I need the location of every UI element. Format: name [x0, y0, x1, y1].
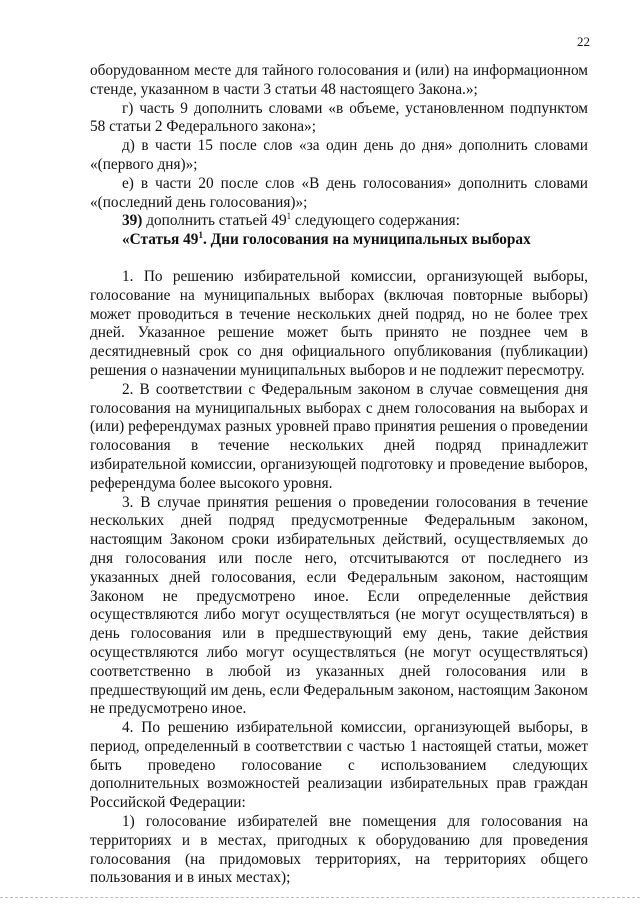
paragraph-item-g: г) часть 9 дополнить словами «в объеме, установленном подпунктом 58 статьи 2 Федерального закона»;	[90, 99, 588, 136]
item-39-superscript: 1	[286, 211, 292, 222]
paragraph-item-d: д) в части 15 после слов «за один день до дня» дополнить словами «(первого дня)»;	[90, 137, 588, 173]
page-number: 22	[577, 34, 590, 49]
page-bottom-edge	[0, 897, 640, 898]
paragraph-part-4: 4. По решению избирательной комиссии, организующей выборы, в период, определенный в соответствии с частью 1 настоящей статьи, может быть проведено голосование с использованием следующих дополнительных возможностей реализации избирательных прав граждан Российской Федерации:	[90, 719, 588, 812]
paragraph-part-3: 3. В случае принятия решения о проведении голосования в течение нескольких дней подряд предусмотренные Федеральным законом, настоящим Законом сроки избирательных действий, осуществляемых до дня голосования или после него, отсчитываются от последнего из указанных дней голосования, если Федеральным законом, настоящим Законом не предусмотрено иное. Если определенные действия осуществляются либо могут осуществляться (не могут осуществляться) в день голосования или в предшествующий ему день, такие действия осуществляются либо могут осуществляться (не могут осуществляться) соответственно в любой из указанных дней голосования или в предшествующий им день, если Федеральным законом, настоящим Законом не предусмотрено иное.	[90, 493, 588, 718]
item-39-text-b: следующего содержания:	[291, 212, 460, 230]
heading-superscript: 1	[198, 230, 203, 241]
paragraph-part-1: 1. По решению избирательной комиссии, организующей выборы, голосование на муниципальных выборах (включая повторные выборы) может проводиться в течение нескольких дней подряд, но не более трех дней. Указанное решение может быть принято не позднее чем в десятидневный срок со дня официального опубликования (публикации) решения о назначении муниципальных выборов и не подлежит пересмотру.	[90, 267, 588, 379]
paragraph-item-e: е) в части 20 после слов «В день голосования» дополнить словами «(последний день голосования)»;	[90, 174, 588, 211]
paragraph-continuation: оборудованном месте для тайного голосования и (или) на информационном стенде, указанном в части 3 статьи 48 настоящего Закона.»;	[90, 62, 588, 98]
item-39-text-a: дополнить статьей 49	[142, 212, 287, 230]
paragraph-part-2: 2. В соответствии с Федеральным законом в случае совмещения дня голосования на муниципальных выборах с днем голосования на выборах и (или) референдумах разных уровней право принятия решения о проведении голосования в течение нескольких дней подряд принадлежит избирательной комиссии, организующей подготовку и проведение выборов, референдума более высокого уровня.	[90, 380, 588, 492]
paragraph-subitem-1: 1) голосование избирателей вне помещения для голосования на территориях и в местах, пригодных к оборудованию для проведения голосования (на придомовых территориях, на территориях общего пользования и в иных местах);	[90, 813, 588, 887]
document-body	[90, 62, 588, 888]
item-39-number: 39)	[122, 212, 143, 230]
heading-text-a: «Статья 49	[122, 231, 199, 249]
paragraph-item-39	[90, 212, 588, 231]
article-heading	[90, 231, 588, 250]
heading-text-b: . Дни голосования на муниципальных выборах	[202, 231, 531, 249]
